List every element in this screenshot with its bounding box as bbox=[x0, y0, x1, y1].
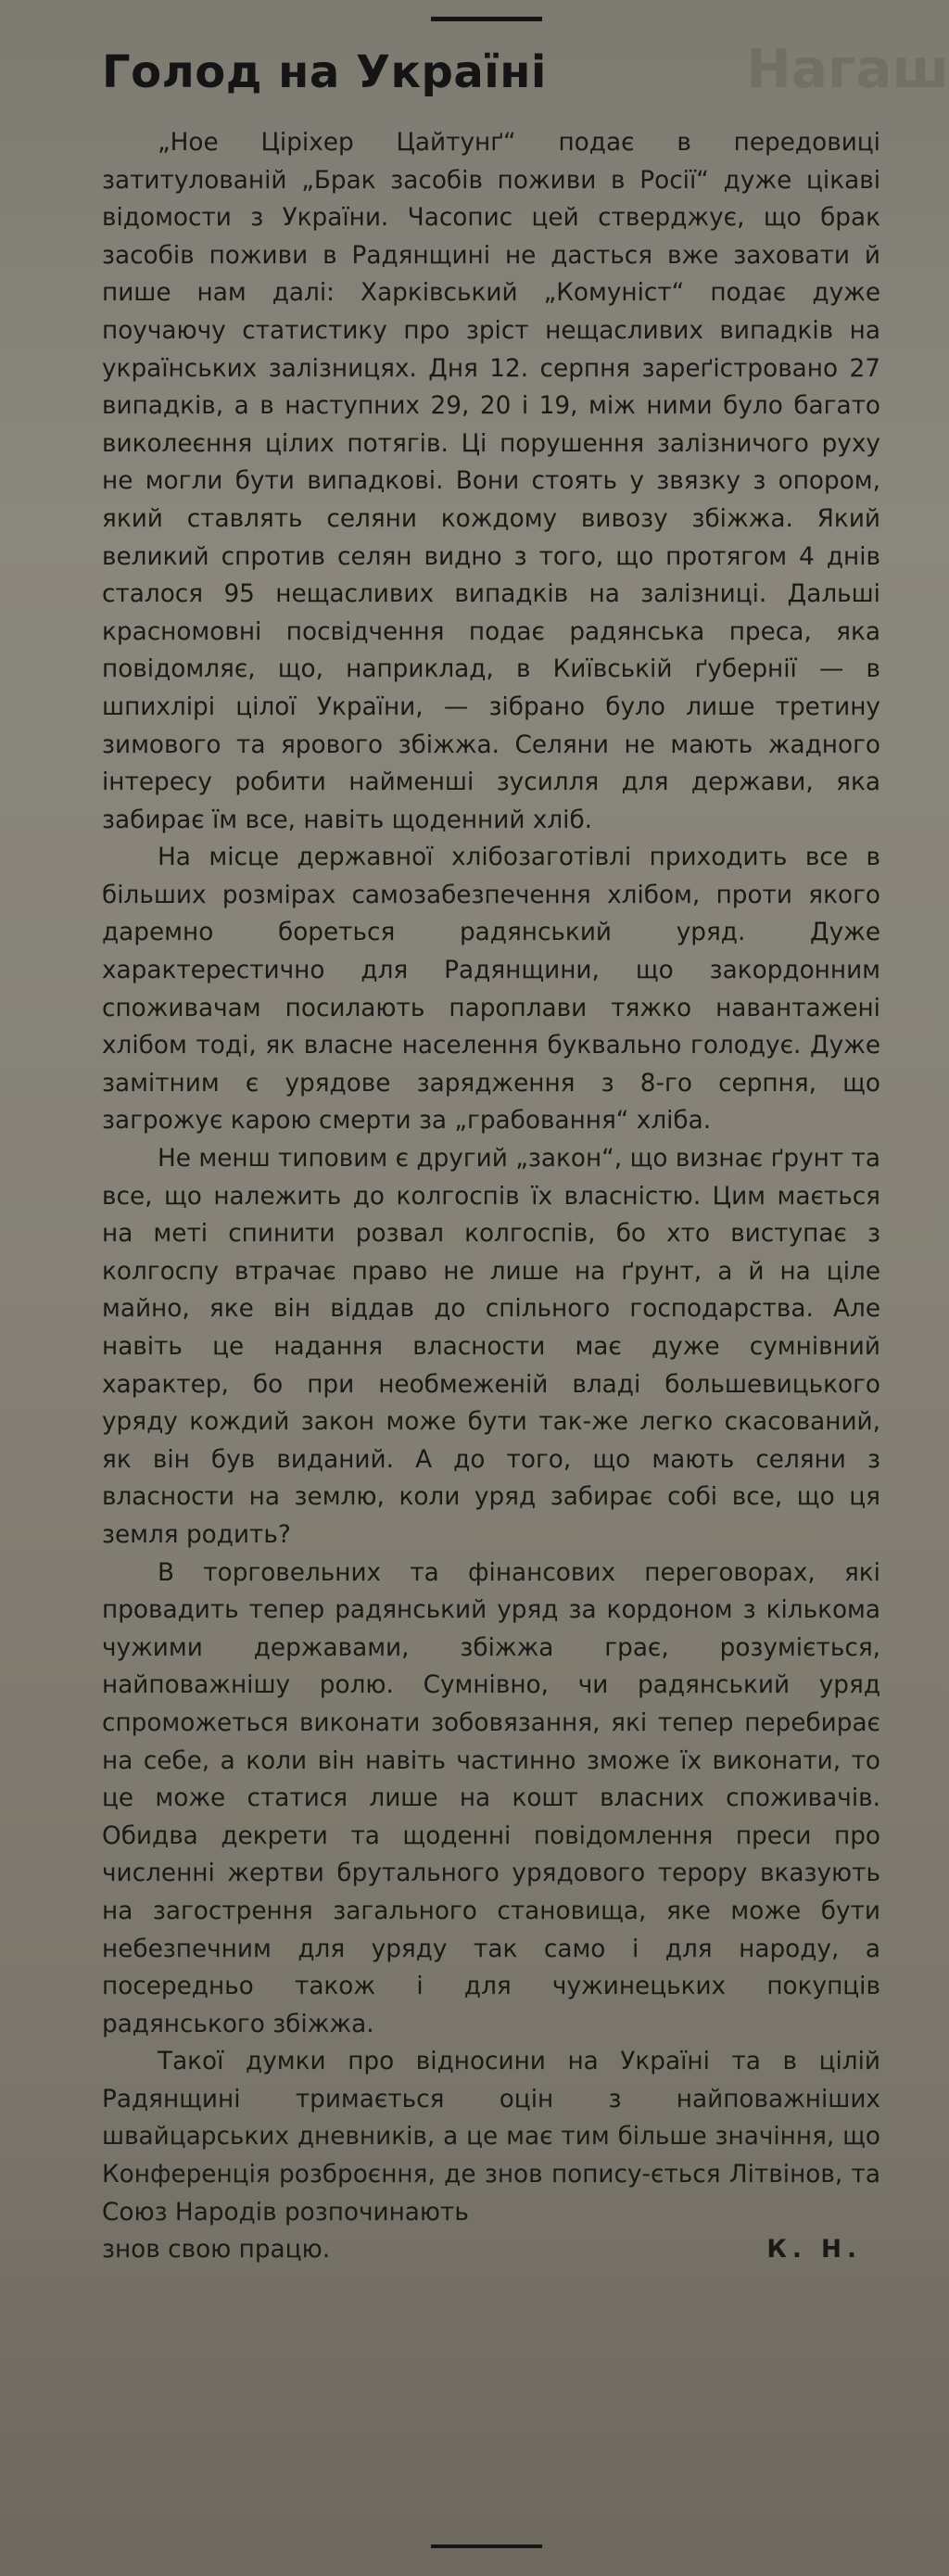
article-paragraph-3: Не менш типовим є другий „закон“, що визнає ґрунт та все, що належить до колгоспів їх власністю. Цим мається на меті спинити розвал колгоспів, бо хто виступає з колгоспу втрачає право не лише на ґрунт, а й на ціле майно, яке він віддав до спільного господарства. Але навіть це надання власности має дуже сумнівний характер, бо при необмеженій владі большевицького уряду кождий закон може бути так-же легко скасований, як він був виданий. А до того, що мають селяни з власности на землю, коли уряд забирає собі все, що ця земля родить? bbox=[102, 1145, 880, 1549]
article-closing-line: знов свою працю. bbox=[102, 2236, 331, 2265]
top-divider-rule bbox=[431, 17, 542, 21]
article-paragraph-4: В торговельних та фінансових переговорах, які провадить тепер радянський уряд за кордоном з кількома чужими державами, збіжжа грає, розуміється, найповажнішу ролю. Сумнівно, чи радянський уряд спроможеться виконати зобовязання, які тепер перебирає на себе, а коли він навіть частинно зможе їх виконати, то це може статися лише на кошт власних споживачів. Обидва декрети та щоденні повідомлення преси про численні жертви брутального урядового терору вказують на загострення загального становища, яке може бути небезпечним для уряду так само і для народу, а посередньо також і для чужинецьких покупців радянського збіжжа. bbox=[102, 1558, 880, 2038]
article-column bbox=[102, 46, 880, 2269]
article-paragraph-5: Такої думки про відносини на Україні та в цілій Радянщині тримається оцін з найповажніших швайцарських дневників, а це має тим більше значіння, що Конференція розброєння, де знов попису-ється Літвінов, та Союз Народів розпочинають bbox=[102, 2048, 880, 2227]
article-signoff bbox=[102, 2231, 880, 2269]
bottom-divider-rule bbox=[431, 2544, 542, 2548]
author-signature: К. Н. bbox=[766, 2236, 862, 2265]
article-paragraph-2: На місце державної хлібозаготівлі приходить все в більших розмірах самозабезпечення хлібом, проти якого даремно бореться радянський уряд. Дуже характерестично для Радянщини, що закордонним споживачам посилають пароплави тяжко навантажені хлібом тоді, як власне населення буквально голодує. Дуже замітним є урядове зарядження з 8-го серпня, що загрожує карою смерти за „грабовання“ хліба. bbox=[102, 844, 880, 1136]
article-body bbox=[102, 124, 880, 2231]
article-paragraph-1: „Ное Ціріхер Цайтунґ“ подає в передовиці затитулованій „Брак засобів поживи в Росії“ дуже цікаві відомости з України. Часопис цей стверджує, що брак засобів поживи в Радянщині не дасться вже заховати й пише нам далі: Харківський „Комуніст“ подає дуже поучаючу статистику про зріст нещасливих випадків на українських залізницях. Дня 12. серпня зареґістровано 27 випадків, а в наступних 29, 20 і 19, між ними було багато виколеєння цілих потягів. Ці порушення залізничого руху не могли бути випадкові. Вони стоять у звязку з опором, який ставлять селяни кождому вивозу збіжжа. Який великий спротив селян видно з того, що протягом 4 днів сталося 95 нещасливих випадків на залізниці. Дальші красномовні посвідчення подає радянська преса, яка повідомляє, що, наприклад, в Київській ґуберніï — в шпихлірі цілої України, — зібрано було лише третину зимового та ярового збіжжа. Селяни не мають жадного інтересу робити найменші зусилля для держави, яка забирає їм все, навіть щоденний хліб. bbox=[102, 129, 880, 834]
article-title: Голод на Україні bbox=[102, 46, 547, 98]
bleed-through-heading: Нагаш bbox=[746, 37, 949, 100]
